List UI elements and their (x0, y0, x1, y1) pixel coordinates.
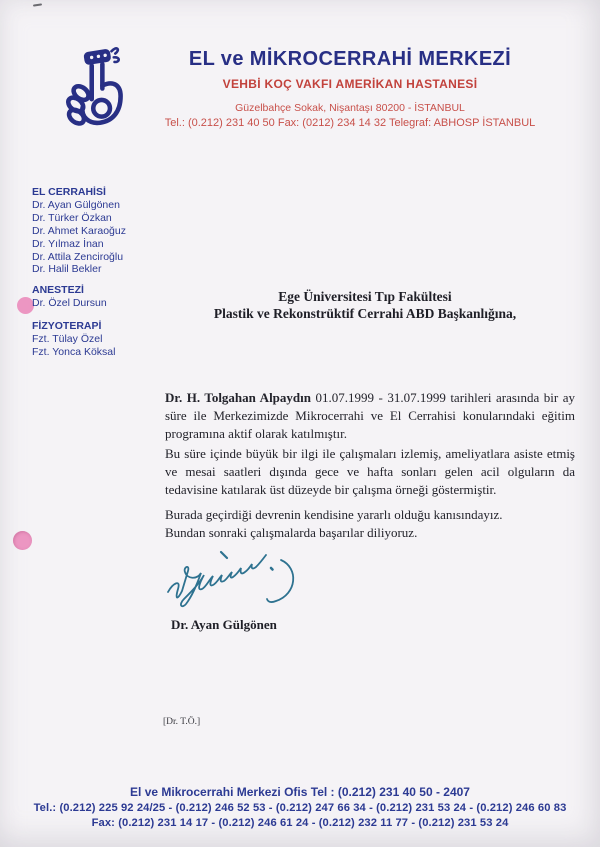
org-contact-line: Tel.: (0.212) 231 40 50 Fax: (0212) 234 14 32 Telegraf: ABHOSP İSTANBUL (164, 117, 536, 129)
recipient-block (150, 288, 580, 322)
paragraph-2: Bu süre içinde büyük bir ilgi ile çalışmaları izlemiş, ameliyatlara asiste etmiş ve mesai saatleri dışında gece ve hafta sonları gelen acil olguların da tedavisine katılarak üst düzeyde bir çalışma örneği göstermiştir. (165, 446, 575, 497)
footer-fax-line: Fax: (0.212) 231 14 17 - (0.212) 246 61 24 - (0.212) 232 11 77 - (0.212) 231 53 24 (91, 817, 509, 829)
staff-member: Dr. Ayan Gülgönen (32, 198, 120, 211)
recipient-line: Ege Üniversitesi Tıp Fakültesi (278, 289, 452, 304)
recipient-line: Plastik ve Rekonstrüktif Cerrahi ABD Başkanlığına, (213, 306, 517, 321)
org-title: EL ve MİKROCERRAHİ MERKEZİ (188, 48, 512, 70)
staff-member: Fzt. Tülay Özel (32, 333, 103, 346)
paragraph-1-text: 01.07.1999 - 31.07.1999 tarihleri arasında bir ay süre ile Merkezimizde Mikrocerrahi ve El Cerrahisi konularındaki eğitim programına aktif olarak katılmıştır. (165, 390, 575, 441)
trainee-name: Dr. H. Tolgahan Alpaydın (165, 390, 311, 405)
staff-member: Dr. Özel Dursun (32, 297, 107, 310)
footer-contact-block (0, 785, 600, 832)
hole-punch-mark (13, 531, 32, 550)
letterhead (135, 48, 565, 129)
signer-name: Dr. Ayan Gülgönen (171, 617, 277, 632)
staff-sidebar (32, 186, 182, 367)
staff-group-physiotherapy (32, 320, 182, 359)
staff-member: Dr. Türker Özkan (32, 211, 112, 224)
staff-member: Dr. Yılmaz İnan (32, 237, 104, 250)
org-address: Güzelbahçe Sokak, Nişantaşı 80200 - İSTANBUL (235, 102, 465, 114)
staff-member: Dr. Attila Zenciroğlu (32, 250, 124, 263)
letter-body (165, 389, 575, 542)
staff-member: Dr. Ahmet Karaoğuz (32, 224, 126, 237)
paragraph-3-line1: Burada geçirdiği devrenin kendisine yararlı olduğu kanısındayız. (165, 507, 503, 522)
staff-group-hand-surgery (32, 186, 182, 276)
staff-member: Dr. Halil Bekler (32, 263, 102, 276)
staff-group-title: FİZYOTERAPİ (32, 320, 102, 333)
handwritten-signature (165, 548, 325, 610)
paragraph-1 (165, 389, 575, 443)
org-subtitle: VEHBİ KOÇ VAKFI AMERİKAN HASTANESİ (222, 77, 478, 91)
signature-block (165, 548, 325, 633)
footer-office-line: El ve Mikrocerrahi Merkezi Ofis Tel : (0.212) 231 40 50 - 2407 (130, 785, 470, 799)
paragraph-3-line2: Bundan sonraki çalışmalarda başarılar diliyoruz. (165, 525, 418, 540)
staff-group-title: ANESTEZİ (32, 284, 84, 297)
footer-tel-line: Tel.: (0.212) 225 92 24/25 - (0.212) 246 52 53 - (0.212) 247 66 34 - (0.212) 231 53 24 - (0.212) 246 60 83 (33, 801, 567, 814)
staff-group-title: EL CERRAHİSİ (32, 186, 106, 198)
bandaged-finger-hand-logo-icon (56, 41, 132, 138)
scan-speck (33, 3, 42, 6)
typist-initials-note: [Dr. T.Ö.] (163, 717, 201, 727)
staff-member: Fzt. Yonca Köksal (32, 345, 116, 358)
